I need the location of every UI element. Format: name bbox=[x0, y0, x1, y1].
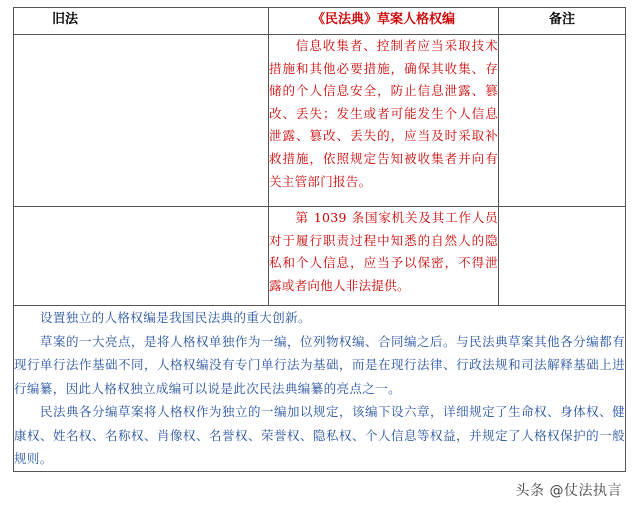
draft-text: 第 1039 条国家机关及其工作人员对于履行职责过程中知悉的自然人的隐私和个人信息，应当予以保密，不得泄露或者向他人非法提供。 bbox=[269, 210, 498, 293]
table-row bbox=[14, 207, 626, 306]
commentary-paragraph: 草案的一大亮点，是将人格权单独作为一编，位列物权编、合同编之后。与民法典草案其他各分编都有现行单行法作基础不同，人格权编没有专门单行法为基础，而是在现行法律、行政法规和司法解释基础上进行编纂，因此人格权独立成编可以说是此次民法典编纂的亮点之一。 bbox=[14, 333, 625, 396]
header-old-law: 旧法 bbox=[14, 8, 269, 35]
commentary-cell bbox=[14, 306, 626, 472]
header-row bbox=[14, 8, 626, 35]
commentary-paragraph: 民法典各分编草案将人格权作为独立的一编加以规定，该编下设六章，详细规定了生命权、身体权、健康权、姓名权、名称权、肖像权、名誉权、荣誉权、隐私权、个人信息等权益，并规定了人格权保护的一般规则。 bbox=[14, 404, 625, 466]
commentary-paragraph: 设置独立的人格权编是我国民法典的重大创新。 bbox=[40, 310, 311, 325]
draft-text: 信息收集者、控制者应当采取技术措施和其他必要措施，确保其收集、存储的个人信息安全，防止信息泄露、篡改、丢失；发生或者可能发生个人信息泄露、篡改、丢失的，应当及时采取补救措施，依照规定告知被收集者并向有关主管部门报告。 bbox=[269, 38, 498, 189]
watermark: 头条 @仗法执言 bbox=[512, 479, 626, 501]
old-law-cell bbox=[14, 35, 269, 207]
header-remarks: 备注 bbox=[499, 8, 626, 35]
comparison-table bbox=[13, 7, 626, 472]
commentary-row bbox=[14, 306, 626, 472]
draft-cell bbox=[269, 207, 499, 306]
remarks-cell bbox=[499, 35, 626, 207]
old-law-cell bbox=[14, 207, 269, 306]
table-row bbox=[14, 35, 626, 207]
header-draft: 《民法典》草案人格权编 bbox=[269, 8, 499, 35]
draft-cell bbox=[269, 35, 499, 207]
comparison-document bbox=[13, 7, 625, 481]
remarks-cell bbox=[499, 207, 626, 306]
